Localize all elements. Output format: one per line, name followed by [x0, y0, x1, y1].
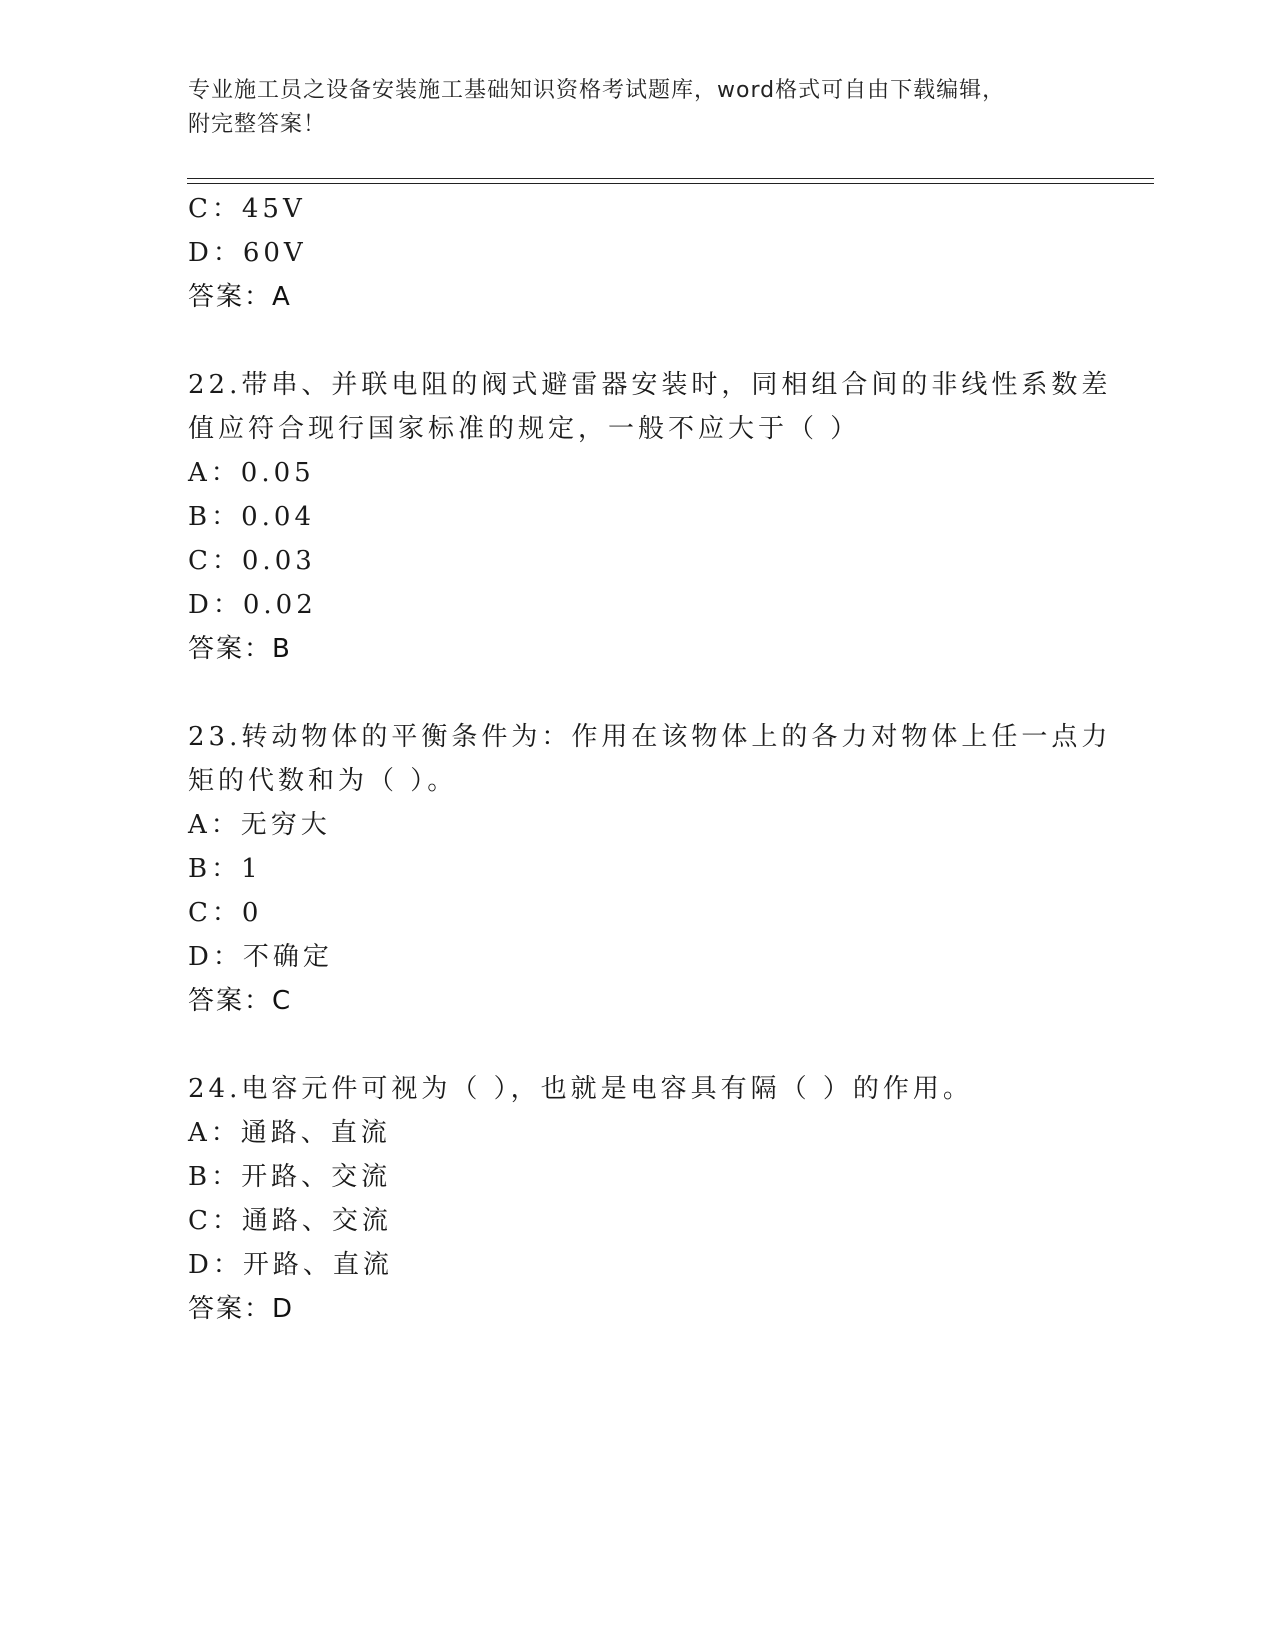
question-23-stem-line-2: 矩的代数和为（ ）。	[188, 766, 458, 796]
question-24-answer: 答案：D	[188, 1294, 295, 1324]
question-22-stem-line-1: 22.带串、并联电阻的阀式避雷器安装时，同相组合间的非线性系数差	[188, 370, 1112, 400]
option-c-prev: C：45V	[188, 194, 306, 224]
document-header	[188, 74, 1068, 142]
header-divider-bottom	[187, 183, 1154, 184]
question-22-option-a: A：0.05	[188, 458, 315, 488]
question-22-option-d: D：0.02	[188, 590, 317, 620]
question-23-option-b: B：1	[188, 854, 262, 884]
header-line-1: 专业施工员之设备安装施工基础知识资格考试题库，word格式可自由下载编辑，	[188, 78, 1006, 103]
question-24-option-d: D：开路、直流	[188, 1250, 393, 1280]
question-24-option-b: B：开路、交流	[188, 1162, 392, 1192]
question-23-stem-line-1: 23.转动物体的平衡条件为：作用在该物体上的各力对物体上任一点力	[188, 722, 1112, 752]
question-23-option-d: D：不确定	[188, 942, 333, 972]
question-23-answer: 答案：C	[188, 986, 293, 1016]
answer-prev: 答案：A	[188, 282, 292, 312]
question-22-answer: 答案：B	[188, 634, 292, 664]
option-d-prev: D：60V	[188, 238, 307, 268]
question-24-option-a: A：通路、直流	[188, 1118, 391, 1148]
header-divider-top	[187, 178, 1154, 179]
question-22-option-c: C：0.03	[188, 546, 316, 576]
header-line-2: 附完整答案！	[188, 112, 327, 137]
question-23-option-a: A：无穷大	[188, 810, 331, 840]
question-23-option-c: C：0	[188, 898, 263, 928]
question-22-option-b: B：0.04	[188, 502, 315, 532]
question-22-stem-line-2: 值应符合现行国家标准的规定，一般不应大于（ ）	[188, 414, 861, 444]
question-24-option-c: C：通路、交流	[188, 1206, 392, 1236]
question-24-stem-line-1: 24.电容元件可视为（ ），也就是电容具有隔（ ）的作用。	[188, 1074, 973, 1104]
